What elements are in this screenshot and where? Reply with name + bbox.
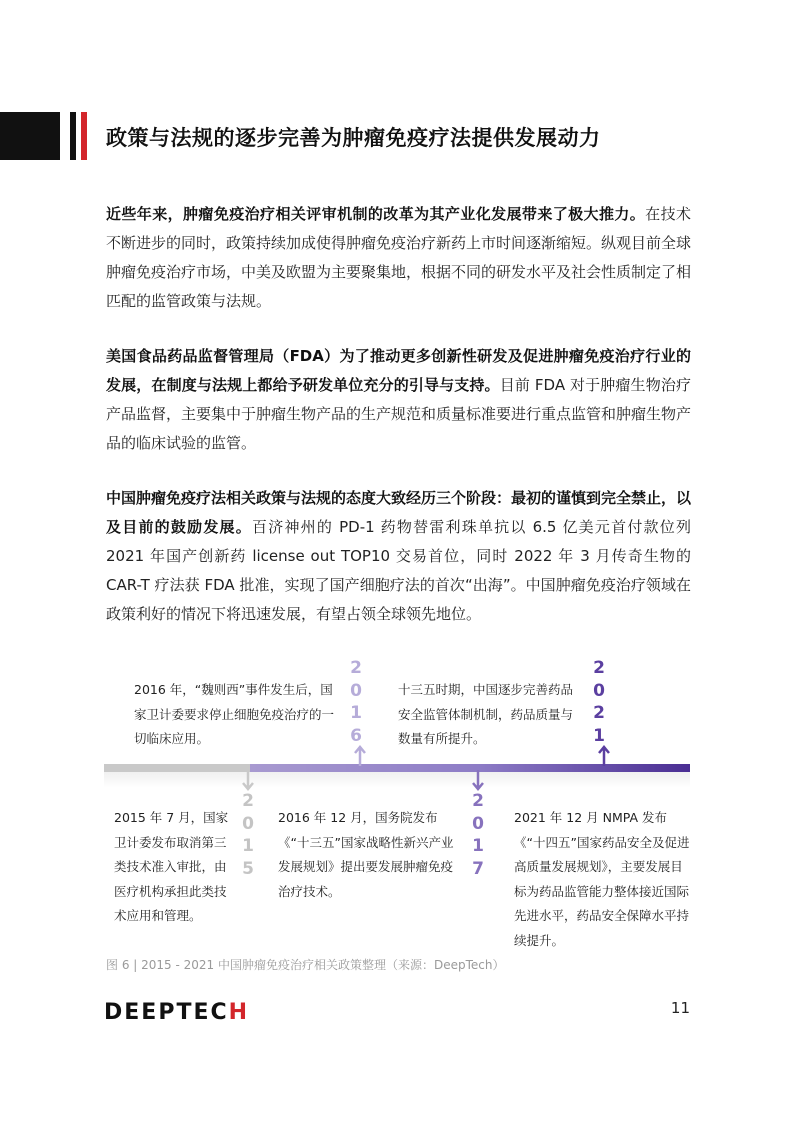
header-black-block <box>0 112 60 160</box>
year-label-2016 <box>344 657 368 747</box>
year-label-2021 <box>587 657 611 747</box>
year-digit: 0 <box>242 813 254 834</box>
connector-2015-arrow-icon <box>240 768 256 792</box>
year-digit: 1 <box>472 836 484 856</box>
year-digit: 2 <box>472 791 484 811</box>
header-black-bar <box>70 112 76 160</box>
paragraph-2-bold: 美国食品药品监督管理局（FDA）为了推动更多创新性研发及促进肿瘤免疫治疗行业的发展，在制度与法规上都给予研发单位充分的引导与支持。 <box>106 347 691 394</box>
paragraph-3-text: 百济神州的 PD-1 药物替雷利珠单抗以 6.5 亿美元首付款位列 2021 年国产创新药 license out TOP10 交易首位，同时 2022 年 3 月传奇生物的 CAR-T 疗法获 FDA 批准，实现了国产细胞疗法的首次“出海”。中国肿瘤免疫治疗领域在政策利好的情况下将迅速发展，有望占领全球领先地位。 <box>106 518 691 623</box>
year-digit: 1 <box>242 836 254 856</box>
year-digit: 1 <box>593 725 605 746</box>
year-digit: 2 <box>593 703 605 723</box>
timeline-segment-2017-2021 <box>478 764 690 772</box>
timeline-segment-2015 <box>104 764 250 772</box>
event-2016: 2016 年，“魏则西”事件发生后，国家卫计委要求停止细胞免疫治疗的一切临床应用。 <box>134 682 335 746</box>
logo-text: DEEPTEC <box>104 1000 229 1025</box>
connector-2021-arrow-icon <box>596 744 612 768</box>
year-digit: 2 <box>242 791 254 811</box>
paragraph-3 <box>106 484 691 629</box>
connector-2017-arrow-icon <box>470 768 486 792</box>
connector-2016-arrow-icon <box>352 744 368 768</box>
paragraph-3-bold: 中国肿瘤免疫疗法相关政策与法规的态度大致经历三个阶段：最初的谨慎到完全禁止，以及目前的鼓励发展。 <box>106 489 692 536</box>
event-2021-12: 2021 年 12 月 NMPA 发布《“十四五”国家药品安全及促进高质量发展规划》，主要发展目标为药品监管能力整体接近国际先进水平，药品安全保障水平持续提升。 <box>514 810 690 948</box>
page-number: 11 <box>670 999 690 1017</box>
year-digit: 7 <box>472 858 484 879</box>
year-digit: 0 <box>472 813 484 834</box>
event-2015-07: 2015 年 7 月，国家卫计委发布取消第三类技术准入审批，由医疗机构承担此类技术应用和管理。 <box>114 810 229 923</box>
year-digit: 2 <box>593 658 605 678</box>
event-13th-five-year: 十三五时期，中国逐步完善药品安全监管体制机制，药品质量与数量有所提升。 <box>398 682 574 746</box>
year-label-2015 <box>236 790 260 880</box>
timeline-shadow <box>104 772 690 788</box>
figure-caption: 图 6 | 2015 - 2021 中国肿瘤免疫治疗相关政策整理（来源：DeepTech） <box>106 958 505 972</box>
year-label-2017 <box>466 790 490 880</box>
header-red-bar <box>81 112 87 160</box>
paragraph-2 <box>106 342 691 458</box>
section-heading: 政策与法规的逐步完善为肿瘤免疫疗法提供发展动力 <box>106 126 601 150</box>
year-digit: 5 <box>242 858 254 879</box>
paragraph-2-text: 目前 FDA 对于肿瘤生物治疗产品监督，主要集中于肿瘤生物产品的生产规范和质量标准要进行重点监管和肿瘤生物产品的临床试验的监管。 <box>106 376 692 452</box>
deeptech-logo <box>104 1000 249 1025</box>
logo-accent-letter: H <box>228 1000 250 1025</box>
event-2016-12: 2016 年 12 月，国务院发布《“十三五”国家战略性新兴产业发展规划》提出要发展肿瘤免疫治疗技术。 <box>278 810 454 899</box>
paragraph-1-bold: 近些年来，肿瘤免疫治疗相关评审机制的改革为其产业化发展带来了极大推力。 <box>106 205 646 223</box>
year-digit: 1 <box>350 703 362 723</box>
paragraph-1-text: 在技术不断进步的同时，政策持续加成使得肿瘤免疫治疗新药上市时间逐渐缩短。纵观目前全球肿瘤免疫治疗市场，中美及欧盟为主要聚集地，根据不同的研发水平及社会性质制定了相匹配的监管政策与法规。 <box>106 205 692 310</box>
year-digit: 2 <box>350 658 362 678</box>
year-digit: 0 <box>350 680 362 701</box>
paragraph-1 <box>106 200 691 316</box>
year-digit: 0 <box>593 680 605 701</box>
year-digit: 6 <box>350 725 362 746</box>
